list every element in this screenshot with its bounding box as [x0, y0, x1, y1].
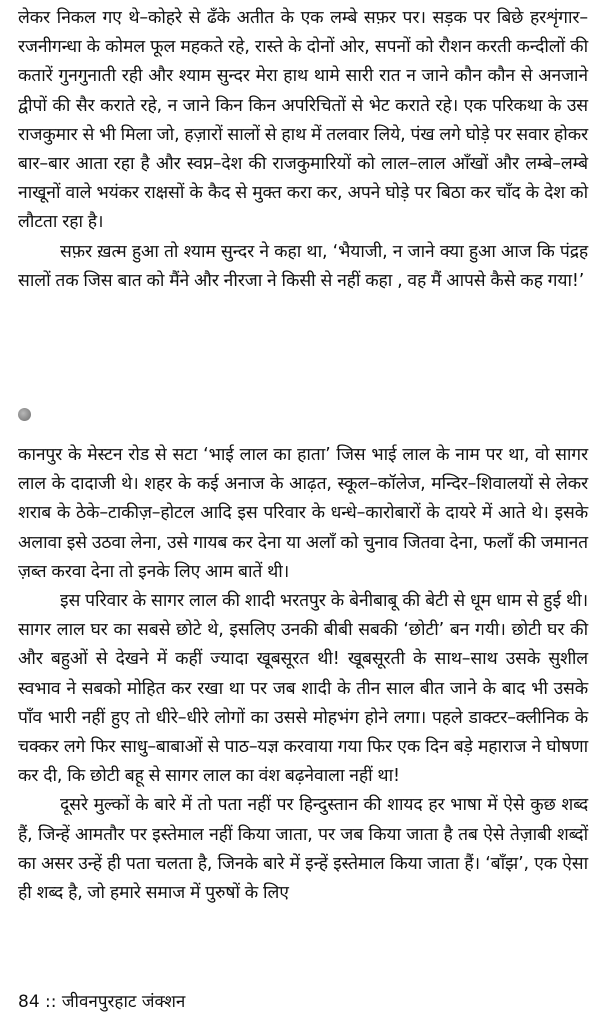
paragraph-sagar-lal-marriage: इस परिवार के सागर लाल की शादी भरतपुर के बेनीबाबू की बेटी से धूम धाम से हुई थी। सागर लाल घर का सबसे छोटे थे, इसलिए उनकी बीबी सबकी ‘छोटी’ बन गयी। छोटी घर की और बहुओं से देखने में कहीं ज्यादा खूबसूरत थी! खूबसूरती के साथ–साथ उसके सुशील स्वभाव ने सबको मोहित कर रखा था पर जब शादी के तीन साल बीत जाने के बाद भी उसके पाँव भारी नहीं हुए तो धीरे–धीरे लोगों का उससे मोहभंग होने लगा। पहले डाक्टर–क्लीनिक के चक्कर लगे फिर साधु–बाबाओं से पाठ–यज्ञ करवाया गया फिर एक दिन बड़े महाराज ने घोषणा कर दी, कि छोटी बहू से सागर लाल का वंश बढ़नेवाला नहीं था! — [18, 591, 588, 787]
paragraph-bhai-lal-hata: कानपुर के मेस्टन रोड से सटा ‘भाई लाल का हाता’ जिस भाई लाल के नाम पर था, वो सागर लाल के दादाजी थे। शहर के कई अनाज के आढ़त, स्कूल–कॉलेज, मन्दिर–शिवालयों से लेकर शराब के ठेके–टाकीज़–होटल आदि इस परिवार के धन्धे–कारोबारों के दायरे में आते थे। इसके अलावा इसे उठवा लेना, उसे गायब कर देना या अलाँ को चुनाव जितवा देना, फलाँ की जमानत ज़ब्त करवा देना तो इनके लिए आम बातें थी। — [18, 445, 588, 582]
book-title: जीवनपुरहाट जंक्शन — [61, 992, 186, 1012]
paragraph-journey-end: सफ़र ख़त्म हुआ तो श्याम सुन्दर ने कहा था, ‘भैयाजी, न जाने क्या हुआ आज कि पंद्रह सालों तक जिस बात को मैंने और नीरजा ने किसी से नहीं कहा , वह मैं आपसे कैसे कह गया!’ — [18, 241, 588, 291]
page-number: 84 — [18, 992, 40, 1012]
text-block-top — [18, 4, 588, 296]
section-break-dot-icon — [18, 408, 31, 421]
paragraph-continuation: लेकर निकल गए थे–कोहरे से ढँके अतीत के एक लम्बे सफ़र पर। सड़क पर बिछे हरशृंगार–रजनीगन्धा के कोमल फूल महकते रहे, रास्ते के दोनों ओर, सपनों को रौशन करती कन्दीलों की कतारें गुनगुनाती रही और श्याम सुन्दर मेरा हाथ थामे सारी रात न जाने कौन कौन से अनजाने द्वीपों की सैर कराते रहे, न जाने किन किन अपरिचितों से भेट कराते रहे। एक परिकथा के उस राजकुमार से भी मिला जो, हज़ारों सालों से हाथ में तलवार लिये, पंख लगे घोड़े पर सवार होकर बार–बार आता रहा है और स्वप्न–देश की राजकुमारियों को लाल–लाल आँखों और लम्बे–लम्बे नाखूनों वाले भयंकर राक्षसों के कैद से मुक्त करा कर, अपने घोड़े पर बिठा कर चाँद के देश को लौटता रहा है। — [18, 8, 588, 233]
paragraph-acidic-words: दूसरे मुल्कों के बारे में तो पता नहीं पर हिन्दुस्तान की शायद हर भाषा में ऐसे कुछ शब्द हैं, जिन्हें आमतौर पर इस्तेमाल नहीं किया जाता, पर जब किया जाता है तब ऐसे तेज़ाबी शब्दों का असर उन्हें ही पता चलता है, जिनके बारे में इन्हें इस्तेमाल किया जाता हैं। ‘बाँझ’, एक ऐसा ही शब्द है, जो हमारे समाज में पुरुषों के लिए — [18, 795, 588, 904]
text-block-bottom — [18, 441, 588, 908]
page-footer — [18, 990, 185, 1014]
footer-separator: :: — [45, 992, 57, 1012]
